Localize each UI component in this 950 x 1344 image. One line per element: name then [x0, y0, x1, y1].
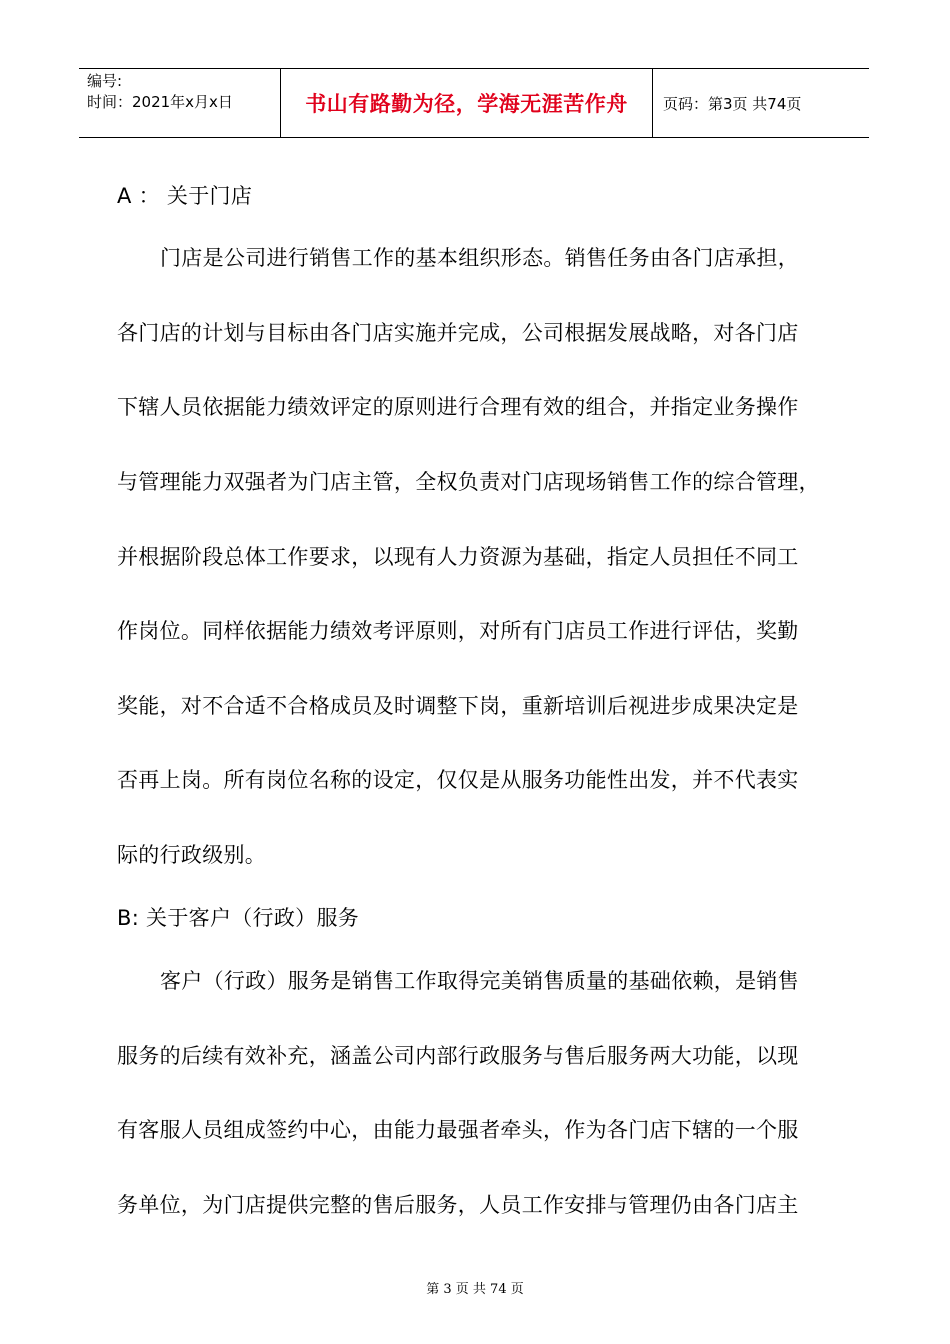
paragraph-line: 有客服人员组成签约中心，由能力最强者牵头，作为各门店下辖的一个服 [117, 1118, 799, 1142]
section-b-heading: B: 关于客户（行政）服务 [117, 906, 360, 930]
paragraph-line: 与管理能力双强者为门店主管，全权负责对门店现场销售工作的综合管理， [117, 470, 820, 494]
document-number-label: 编号: [87, 72, 123, 90]
header-meta [79, 69, 281, 137]
document-time-label: 时间：2021年x月x日 [87, 93, 233, 111]
header-page-label: 页码：第3页 共74页 [663, 94, 802, 113]
paragraph-line: 各门店的计划与目标由各门店实施并完成，公司根据发展战略，对各门店 [117, 321, 799, 345]
paragraph-line: 作岗位。同样依据能力绩效考评原则，对所有门店员工作进行评估，奖勤 [117, 619, 799, 643]
paragraph-line: 下辖人员依据能力绩效评定的原则进行合理有效的组合，并指定业务操作 [117, 395, 799, 419]
paragraph-line: 否再上岗。所有岗位名称的设定，仅仅是从服务功能性出发，并不代表实 [117, 768, 799, 792]
paragraph-line: 并根据阶段总体工作要求，以现有人力资源为基础，指定人员担任不同工 [117, 545, 799, 569]
paragraph-line: 门店是公司进行销售工作的基本组织形态。销售任务由各门店承担， [160, 246, 799, 270]
paragraph-line: 务单位，为门店提供完整的售后服务，人员工作安排与管理仍由各门店主 [117, 1193, 799, 1217]
header-motto: 书山有路勤为径，学海无涯苦作舟 [281, 69, 653, 137]
paragraph-line: 服务的后续有效补充，涵盖公司内部行政服务与售后服务两大功能，以现 [117, 1044, 799, 1068]
section-a-heading: A ： 关于门店 [117, 184, 253, 208]
paragraph-line: 奖能，对不合适不合格成员及时调整下岗，重新培训后视进步成果决定是 [117, 694, 799, 718]
page-footer: 第 3 页 共 74 页 [426, 1282, 524, 1297]
paragraph-line: 际的行政级别。 [117, 843, 267, 867]
paragraph-line: 客户（行政）服务是销售工作取得完美销售质量的基础依赖，是销售 [160, 969, 799, 993]
document-header [79, 68, 869, 138]
